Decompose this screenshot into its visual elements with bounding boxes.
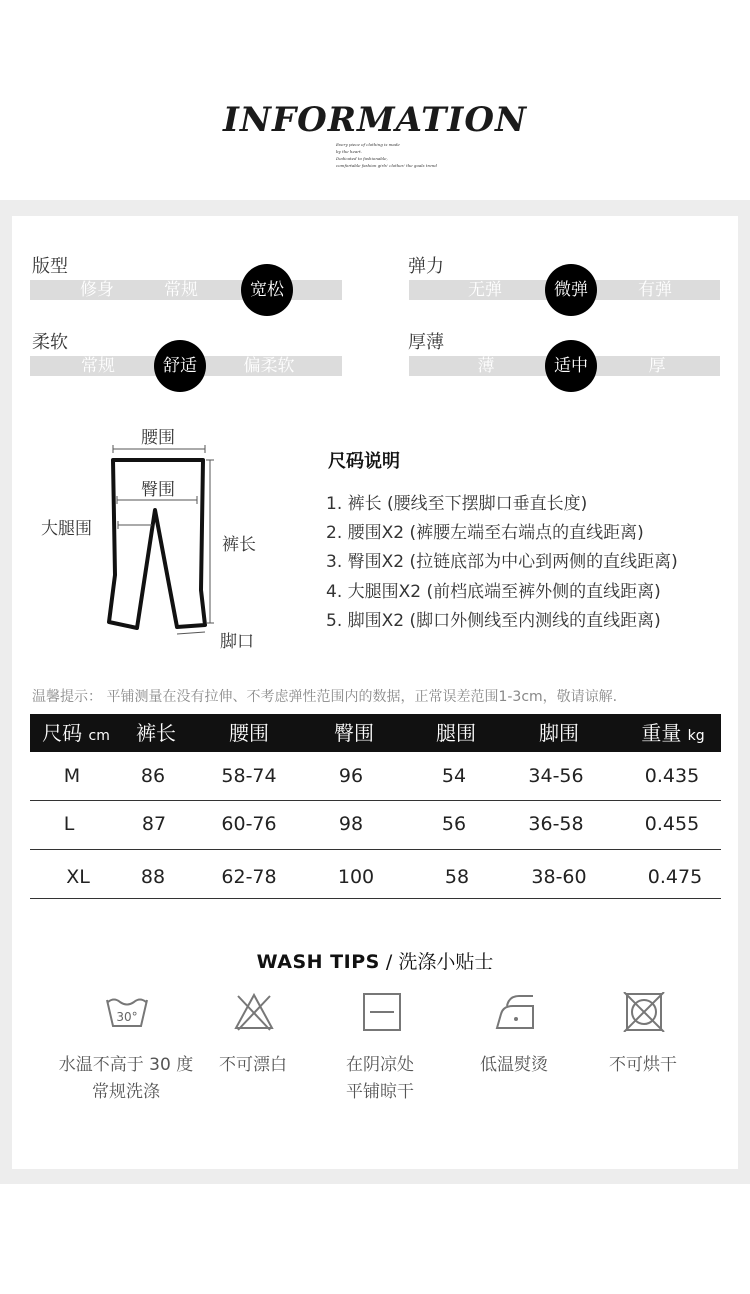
softness-selected: 舒适 [154, 340, 206, 392]
softness-option-soft: 偏柔软 [243, 356, 295, 376]
size-note-5: 5. 脚围X2 (脚口外侧线至内测线的直线距离) [326, 611, 661, 631]
size-table-header [30, 714, 721, 752]
size-note-4: 4. 大腿围X2 (前档底端至裤外侧的直线距离) [326, 582, 661, 602]
header-weight: 重量 kg [641, 721, 705, 745]
dry-flat-shade-icon [360, 992, 404, 1032]
wash-label-dry-flat: 在阴凉处 平铺晾干 [346, 1055, 414, 1102]
cell-waist: 62-78 [221, 866, 277, 888]
no-tumble-dry-icon [622, 992, 666, 1032]
softness-scale [30, 356, 342, 376]
no-bleach-icon [232, 992, 276, 1032]
iron-low-icon [493, 992, 537, 1032]
stretch-scale [409, 280, 720, 300]
header-length: 裤长 [136, 721, 176, 745]
cell-thigh: 58 [444, 866, 470, 888]
header [0, 0, 750, 200]
cell-hip: 100 [337, 866, 375, 888]
softness-option-regular: 常规 [81, 356, 115, 376]
page-subtitle: Every piece of clothing is made by the heart. Dedicated to fashionable, comfortable fashion girls' clothes' the goals trend [336, 142, 437, 168]
cell-weight: 0.475 [647, 866, 703, 888]
fit-selected: 宽松 [241, 264, 293, 316]
fit-scale [30, 280, 342, 300]
pants-diagram [35, 415, 285, 655]
size-notes-title: 尺码说明 [328, 451, 400, 472]
fit-option-slim: 修身 [80, 280, 114, 300]
wash-label-no-bleach: 不可漂白 [219, 1055, 287, 1075]
diagram-thigh-label: 大腿围 [41, 519, 92, 539]
cell-size: M [63, 765, 81, 787]
stretch-selected: 微弹 [545, 264, 597, 316]
header-waist: 腰围 [229, 721, 269, 745]
cell-length: 86 [140, 765, 166, 787]
size-note-2: 2. 腰围X2 (裤腰左端至右端点的直线距离) [326, 523, 644, 543]
softness-label: 柔软 [32, 332, 68, 353]
header-hip: 臀围 [334, 721, 374, 745]
page-title: INFORMATION [222, 100, 528, 140]
cell-thigh: 54 [441, 765, 467, 787]
cell-thigh: 56 [441, 813, 467, 835]
cell-hip: 96 [338, 765, 364, 787]
size-note-3: 3. 臀围X2 (拉链底部为中心到两侧的直线距离) [326, 552, 678, 572]
size-note-1: 1. 裤长 (腰线至下摆脚口垂直长度) [326, 494, 588, 514]
fit-option-regular: 常规 [164, 280, 198, 300]
thickness-scale [409, 356, 720, 376]
stretch-label: 弹力 [408, 256, 444, 277]
wash-tips-title: WASH TIPS / 洗涤小贴士 [256, 951, 494, 973]
cell-hip: 98 [338, 813, 364, 835]
cell-size: L [63, 813, 75, 835]
fit-label: 版型 [32, 256, 68, 277]
thickness-selected: 适中 [545, 340, 597, 392]
cell-size: XL [66, 866, 90, 888]
wash-label-no-tumble: 不可烘干 [609, 1055, 677, 1075]
cell-waist: 58-74 [221, 765, 277, 787]
svg-text:30°: 30° [116, 1010, 138, 1024]
header-thigh: 腿围 [436, 721, 476, 745]
row-divider [30, 898, 721, 899]
wash-label-temperature: 水温不高于 30 度 常规洗涤 [58, 1055, 194, 1102]
diagram-waist-label: 腰围 [141, 428, 175, 448]
measurement-tip: 温馨提示： 平铺测量在没有拉伸、不考虑弹性范围内的数据，正常误差范围1-3cm，敬请谅解. [32, 689, 618, 705]
diagram-hem-label: 脚口 [220, 632, 254, 652]
thickness-option-thick: 厚 [648, 356, 666, 376]
wash-label-iron: 低温熨烫 [480, 1055, 548, 1075]
header-hem: 脚围 [539, 721, 579, 745]
thickness-option-thin: 薄 [477, 356, 495, 376]
cell-weight: 0.435 [644, 765, 700, 787]
diagram-length-label: 裤长 [222, 535, 256, 555]
cell-length: 88 [140, 866, 166, 888]
thickness-label: 厚薄 [408, 332, 444, 353]
row-divider [30, 849, 721, 850]
cell-hem: 36-58 [528, 813, 584, 835]
wash-30-icon [105, 992, 149, 1032]
cell-hem: 34-56 [528, 765, 584, 787]
cell-hem: 38-60 [531, 866, 587, 888]
cell-weight: 0.455 [644, 813, 700, 835]
header-size: 尺码 cm [42, 721, 110, 745]
stretch-option-high: 有弹 [638, 280, 672, 300]
diagram-hip-label: 臀围 [141, 480, 175, 500]
row-divider [30, 800, 721, 801]
cell-waist: 60-76 [221, 813, 277, 835]
cell-length: 87 [141, 813, 167, 835]
stretch-option-none: 无弹 [468, 280, 502, 300]
